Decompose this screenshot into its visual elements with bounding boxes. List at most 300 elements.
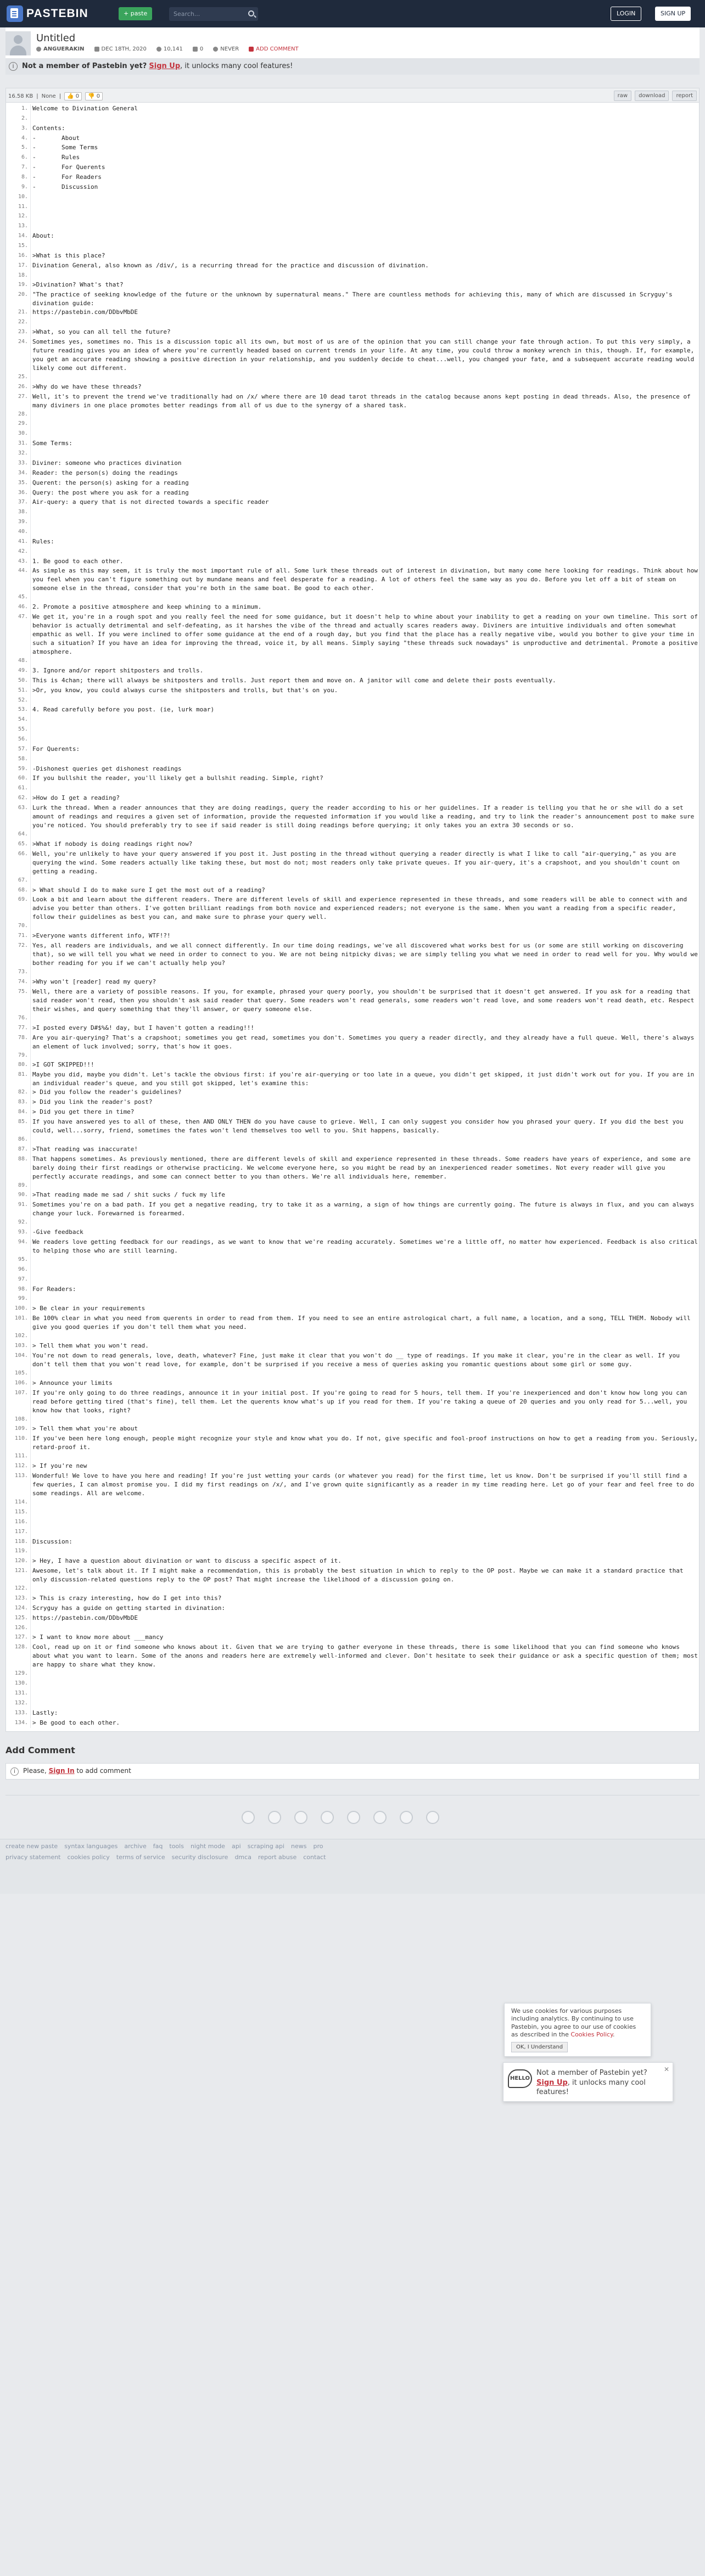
code-line <box>6 676 699 686</box>
code-line <box>6 537 699 547</box>
line-number: 7. <box>21 164 28 171</box>
pastebin-logo-icon <box>7 5 23 22</box>
code-line <box>6 280 699 290</box>
line-text: Reader: the person(s) doing the readings <box>32 469 178 476</box>
code-line <box>6 1369 699 1379</box>
line-number: 61. <box>18 785 28 792</box>
code-line <box>6 104 699 114</box>
code-line <box>6 745 699 755</box>
footer-link[interactable]: scraping api <box>247 1843 285 1850</box>
line-text: > Announce your limits <box>32 1379 113 1387</box>
line-number: 62. <box>18 795 28 801</box>
line-number: 17. <box>18 262 28 268</box>
login-button[interactable]: LOGIN <box>611 7 641 21</box>
code-line <box>6 978 699 987</box>
line-number: 40. <box>18 528 28 535</box>
line-number: 125. <box>14 1614 28 1621</box>
opera-icon[interactable] <box>400 1811 413 1824</box>
line-number: 115. <box>14 1508 28 1515</box>
line-number: 41. <box>18 538 28 545</box>
line-number: 33. <box>18 459 28 466</box>
code-line <box>6 1594 699 1604</box>
line-number: 25. <box>18 373 28 380</box>
code-line <box>6 1679 699 1689</box>
line-number: 37. <box>18 499 28 506</box>
line-number: 5. <box>21 144 28 151</box>
code-line <box>6 1181 699 1191</box>
line-number: 16. <box>18 252 28 259</box>
line-number: 39. <box>18 519 28 525</box>
code-line <box>6 840 699 850</box>
line-text: 3. Ignore and/or report shitposters and trolls. <box>32 666 204 674</box>
footer-link[interactable]: report abuse <box>258 1854 297 1861</box>
notice-signup-link[interactable]: Sign Up <box>149 61 181 70</box>
code-line <box>6 1669 699 1679</box>
code-line <box>6 1624 699 1634</box>
code-line <box>6 124 699 134</box>
code-line <box>6 1024 699 1034</box>
separator: | <box>59 93 61 99</box>
code-line <box>6 1508 699 1518</box>
code-line <box>6 1614 699 1624</box>
footer-link[interactable]: dmca <box>234 1854 251 1861</box>
line-text: - About <box>32 134 80 142</box>
download-button[interactable]: download <box>635 91 669 101</box>
line-text: If you have answered yes to all of these, then AND ONLY THEN do you have cause to grieve. Well, I can only suggest you consider how you phrased your query. If you did the best you could, well...sorry, friend, sometimes the fates won't lend themselves too well to you. Shit happens, basically. <box>32 1118 684 1134</box>
code-line <box>6 392 699 410</box>
code-line <box>6 557 699 567</box>
paste-meta <box>36 46 299 53</box>
line-number: 80. <box>18 1062 28 1068</box>
line-text: Lurk the thread. When a reader announces that they are doing readings, query the reader according to his or her guidelines. If a reader is telling you that he or she will do a set amount of readings and requires a given set of information, provide the requested information if you would like a reading, and try to link the reader's announcement post to make sure you're noticed. You should preferably try to see if said reader is still doing readings before querying; it only takes you an extra 30 seconds or so. <box>32 804 695 829</box>
code-line <box>6 1424 699 1434</box>
footer-link[interactable]: security disclosure <box>171 1854 228 1861</box>
code-line <box>6 410 699 420</box>
code-line <box>6 1528 699 1537</box>
line-number: 87. <box>18 1146 28 1152</box>
line-number: 6. <box>21 154 28 161</box>
line-number: 47. <box>18 614 28 620</box>
code-line <box>6 1351 699 1369</box>
line-number: 49. <box>18 667 28 674</box>
code-line <box>6 1108 699 1118</box>
separator: | <box>36 93 38 99</box>
code-line <box>6 489 699 498</box>
code-line <box>6 931 699 941</box>
line-text: > Did you follow the reader's guidelines? <box>32 1088 182 1096</box>
code-line <box>6 1498 699 1508</box>
line-text: >That reading was inaccurate! <box>32 1145 138 1153</box>
code-line <box>6 1294 699 1304</box>
code-line <box>6 1314 699 1332</box>
line-number: 89. <box>18 1182 28 1188</box>
code-line <box>6 1518 699 1528</box>
main-content <box>5 27 700 1839</box>
line-text: > This is crazy interesting, how do I get into this? <box>32 1594 222 1602</box>
line-number: 107. <box>14 1389 28 1396</box>
code-line <box>6 134 699 144</box>
code-line <box>6 566 699 593</box>
line-text: Welcome to Divination General <box>32 105 138 112</box>
line-number: 26. <box>18 383 28 390</box>
search-input[interactable] <box>169 7 240 21</box>
add-comment-icon <box>249 47 254 52</box>
line-text: - For Querents <box>32 164 105 171</box>
line-text: Sometimes yes, sometimes no. This is a discussion topic all its own, but most of us are of the opinion that you can still change your fate through action. To put this very simply, a future reading gives you an idea of where you're currently headed based on current trends in your life. At any time, you could throw a monkey wrench in this, though. If, for example, you get an accurate reading showing a positive direction in your relationship, and you suddenly decide to cheat...well, you changed your fate, and a subsequent accurate reading would likely come out different. <box>32 338 695 372</box>
line-text: >Divination? What's that? <box>32 281 124 289</box>
line-text: > What should I do to make sure I get the most out of a reading? <box>32 886 265 894</box>
line-number: 67. <box>18 877 28 883</box>
code-line <box>6 830 699 840</box>
member-notice <box>5 58 700 75</box>
code-line <box>6 1379 699 1389</box>
line-number: 55. <box>18 726 28 733</box>
search-box <box>169 7 258 21</box>
footer-link[interactable]: syntax languages <box>64 1843 118 1850</box>
top-bar <box>0 0 705 27</box>
user-icon <box>36 47 41 52</box>
footer-link[interactable]: pro <box>313 1843 323 1850</box>
line-number: 75. <box>18 988 28 995</box>
code-line <box>6 1332 699 1342</box>
chrome-icon[interactable] <box>294 1811 307 1824</box>
info-icon: i <box>10 1767 19 1776</box>
calendar-icon <box>94 47 99 52</box>
code-line <box>6 459 699 469</box>
code-line <box>6 222 699 232</box>
line-number: 124. <box>14 1604 28 1611</box>
line-text: Well, it's to prevent the trend we've traditionally had on /x/ where there are 10 dead tarot threads in the catalog because anons kept posting in dead threads. Also, the presence of many diviners in one place promotes better readings from all of us due to the synergy of a shared task. <box>32 392 691 409</box>
line-text: > Tell them what you're about <box>32 1425 138 1433</box>
line-text: 2. Promote a positive atmosphere and keep whining to a minimum. <box>32 603 262 611</box>
line-number: 58. <box>18 755 28 762</box>
code-line <box>6 886 699 896</box>
promo-signup-link[interactable]: Sign Up <box>536 2078 568 2087</box>
edge-icon[interactable] <box>347 1811 360 1824</box>
code-line <box>6 1275 699 1285</box>
paste-code <box>5 102 700 1732</box>
line-number: 93. <box>18 1229 28 1236</box>
code-line <box>6 114 699 124</box>
code-line <box>6 383 699 392</box>
line-number: 35. <box>18 479 28 486</box>
line-number: 105. <box>14 1370 28 1376</box>
code-line <box>6 1547 699 1557</box>
line-text: Sometimes you're on a bad path. If you get a negative reading, try to take it as a warning, a sign of how things are currently going. The future is always in flux, and you can always change your luck. Forewarned is forearmed. <box>32 1201 695 1217</box>
line-number: 116. <box>14 1518 28 1525</box>
code-line <box>6 765 699 775</box>
notice-tail: , it unlocks many cool features! <box>180 61 293 70</box>
report-button[interactable]: report <box>672 91 697 101</box>
line-text: Are you air-querying? That's a crapshoot; sometimes you get read, sometimes you don't. Sometimes you query a reader directly, and they already have a full queue. Well, there's always an element of luck involved; sorry, that's how it goes. <box>32 1034 695 1050</box>
line-text: Scryguy has a guide on getting started in divination: <box>32 1604 225 1612</box>
line-number: 94. <box>18 1239 28 1245</box>
line-number: 21. <box>18 309 28 316</box>
line-number: 18. <box>18 272 28 278</box>
code-line <box>6 850 699 876</box>
footer-link[interactable]: terms of service <box>116 1854 165 1861</box>
line-number: 127. <box>14 1634 28 1641</box>
line-number: 85. <box>18 1118 28 1125</box>
line-text: >How do I get a reading? <box>32 794 120 802</box>
line-number: 27. <box>18 393 28 400</box>
line-number: 51. <box>18 687 28 693</box>
line-number: 117. <box>14 1528 28 1535</box>
line-text: For Readers: <box>32 1285 76 1293</box>
eye-icon <box>156 47 161 52</box>
line-text: If you've been here long enough, people might recognize your style and know what you do. If not, give specific and fool-proof instructions on how to get a reading from you. Seriously, retard-proof it. <box>32 1435 698 1451</box>
line-text: This is 4chan; there will always be shitposters and trolls. Just report them and move on. A janitor will come and delete their posts eventually. <box>32 676 556 684</box>
line-text: Well, there are a variety of possible reasons. If you, for example, phrased your query poorly, you shouldn't be surprised that it doesn't get answered. If you ask for a reading that said reader won't read, then you shouldn't ask said reader that query. Some readers won't read generals, some readers won't read love, and some readers won't read death, etc. Respect their wishes, and query something that they'll answer, or query someone else. <box>32 987 695 1013</box>
line-number: 12. <box>18 213 28 220</box>
code-line <box>6 895 699 922</box>
close-icon[interactable]: ✕ <box>663 2066 669 2073</box>
code-line <box>6 163 699 173</box>
line-number: 90. <box>18 1192 28 1198</box>
code-line <box>6 1228 699 1238</box>
line-text: >That reading made me sad / shit sucks / fuck my life <box>32 1191 225 1199</box>
footer-links <box>0 1839 705 1894</box>
line-number: 82. <box>18 1089 28 1096</box>
line-number: 50. <box>18 677 28 683</box>
code-line <box>6 1709 699 1719</box>
code-line <box>6 1689 699 1699</box>
line-number: 92. <box>18 1219 28 1226</box>
line-number: 15. <box>18 243 28 249</box>
code-line <box>6 508 699 518</box>
line-text: >What if nobody is doing readings right now? <box>32 840 193 848</box>
code-line <box>6 774 699 784</box>
code-line <box>6 419 699 429</box>
raw-button[interactable]: raw <box>614 91 631 101</box>
line-text: > Be good to each other. <box>32 1719 120 1726</box>
code-line <box>6 804 699 830</box>
line-number: 20. <box>18 291 28 298</box>
line-number: 45. <box>18 594 28 600</box>
line-number: 84. <box>18 1109 28 1115</box>
author[interactable]: ANGUERAKIN <box>36 46 85 53</box>
line-number: 66. <box>18 850 28 857</box>
code-line <box>6 1098 699 1108</box>
logo[interactable] <box>7 5 88 22</box>
line-number: 44. <box>18 568 28 574</box>
line-number: 29. <box>18 420 28 427</box>
line-number: 119. <box>14 1548 28 1554</box>
code-line <box>6 173 699 183</box>
line-number: 28. <box>18 411 28 417</box>
code-line <box>6 153 699 163</box>
line-text: - Some Terms <box>32 144 98 151</box>
line-number: 56. <box>18 736 28 742</box>
line-text: Querent: the person(s) asking for a reading <box>32 479 189 486</box>
add-comment-link[interactable]: ADD COMMENT <box>249 46 298 53</box>
line-number: 74. <box>18 979 28 985</box>
line-number: 77. <box>18 1024 28 1031</box>
code-line <box>6 1643 699 1669</box>
apple-icon[interactable] <box>426 1811 439 1824</box>
cookie-ok-button[interactable]: OK, I Understand <box>511 2042 568 2052</box>
dislike-button[interactable]: 👎 0 <box>85 92 103 100</box>
code-line <box>6 784 699 794</box>
code-line <box>6 1537 699 1547</box>
line-number: 99. <box>18 1295 28 1302</box>
code-line <box>6 479 699 489</box>
line-text: Cool, read up on it or find someone who knows about it. Given that we are trying to gather everyone in these threads, there is some likelihood that you can find someone who knows about what you want to learn. Some of the anons and readers here are extremely well-informed and clever. Don't hesitate to seek their guidance or ask a specific question of them; most are happy to share what they know. <box>32 1643 698 1669</box>
line-text: https://pastebin.com/DDbvMbDE <box>32 308 138 316</box>
line-text: Some Terms: <box>32 440 72 447</box>
footer-link[interactable]: night mode <box>190 1843 225 1850</box>
sign-in-link[interactable]: Sign In <box>48 1767 75 1775</box>
line-number: 38. <box>18 509 28 515</box>
code-line <box>6 261 699 271</box>
code-line <box>6 696 699 706</box>
info-icon: i <box>9 62 18 71</box>
line-number: 53. <box>18 706 28 713</box>
line-text: About: <box>32 232 54 240</box>
comments-count: 0 <box>193 46 203 53</box>
line-number: 69. <box>18 896 28 903</box>
code-line <box>6 338 699 373</box>
line-number: 71. <box>18 933 28 939</box>
line-number: 68. <box>18 886 28 893</box>
code-line <box>6 593 699 603</box>
footer-link[interactable]: cookies policy <box>67 1854 110 1861</box>
cookie-banner: We use cookies for various purposes including analytics. By continuing to use Pastebin, you agree to our use of cookies as described in the Cookies Policy. OK, I Understand <box>504 2003 651 2057</box>
code-line <box>6 1342 699 1351</box>
code-line <box>6 1304 699 1314</box>
line-number: 14. <box>18 233 28 239</box>
code-line <box>6 1238 699 1255</box>
code-line <box>6 212 699 222</box>
line-text: >Why won't [reader] read my query? <box>32 978 156 985</box>
footer-apps <box>5 1795 700 1839</box>
code-line <box>6 987 699 1014</box>
promo-tail: , it unlocks many cool features! <box>536 2078 646 2097</box>
line-number: 24. <box>18 338 28 345</box>
code-line <box>6 1060 699 1070</box>
line-number: 54. <box>18 716 28 723</box>
code-line <box>6 1118 699 1135</box>
line-number: 123. <box>14 1595 28 1601</box>
line-text: As simple as this may seem, it is truly the most important rule of all. Some lurk these threads out of interest in divination, but many come here looking for readings. Think about how you feel when you can't figure something out by mundane means and feel desperate for a reading. A lot of others feel the same way as you do. Before you let off a bit of steam on someone else in the thread, consider that you're both in the same boat. Be good to each other. <box>32 567 698 592</box>
line-number: 97. <box>18 1276 28 1282</box>
code-line <box>6 603 699 613</box>
code-line <box>6 1567 699 1584</box>
code-line <box>6 1633 699 1643</box>
line-number: 65. <box>18 840 28 847</box>
line-text: Contents: <box>32 124 65 132</box>
code-line <box>6 1389 699 1415</box>
new-paste-button[interactable]: + paste <box>119 7 152 20</box>
line-number: 130. <box>14 1680 28 1687</box>
code-line <box>6 1255 699 1265</box>
line-number: 43. <box>18 558 28 564</box>
code-line <box>6 271 699 281</box>
line-number: 64. <box>18 830 28 837</box>
code-line <box>6 1434 699 1452</box>
android-app-icon[interactable] <box>242 1811 255 1824</box>
code-line <box>6 1462 699 1472</box>
line-text: If you bullshit the reader, you'll likely get a bullshit reading. Simple, right? <box>32 775 323 782</box>
line-number: 98. <box>18 1286 28 1292</box>
line-number: 10. <box>18 193 28 200</box>
line-text: Lastly: <box>32 1709 58 1716</box>
line-text: > Did you get there in time? <box>32 1108 135 1116</box>
footer-link[interactable]: api <box>231 1843 241 1850</box>
line-text: Awesome, let's talk about it. If I might make a recommendation, this is probably the best situation in which to reply to the OP post. Maybe we can make it a standard practice that only discussion-related questions reply to the OP post? That might increase the likelihood of a discussion going on. <box>32 1567 684 1584</box>
promo-lead: Not a member of Pastebin yet? <box>536 2069 647 2077</box>
line-number: 122. <box>14 1585 28 1592</box>
footer-link[interactable]: contact <box>303 1854 326 1861</box>
line-text: > Be clear in your requirements <box>32 1305 146 1312</box>
code-line <box>6 1088 699 1098</box>
windows-icon[interactable] <box>321 1811 334 1824</box>
code-line <box>6 613 699 656</box>
expires: NEVER <box>213 46 239 53</box>
code-line <box>6 318 699 328</box>
safari-icon[interactable] <box>373 1811 387 1824</box>
paste-category[interactable]: None <box>41 93 56 99</box>
code-line <box>6 547 699 557</box>
code-line <box>6 1051 699 1061</box>
line-number: 22. <box>18 319 28 325</box>
code-line <box>6 1200 699 1218</box>
line-number: 81. <box>18 1071 28 1078</box>
code-line <box>6 1699 699 1709</box>
line-number: 134. <box>14 1719 28 1726</box>
line-number: 4. <box>21 134 28 141</box>
line-number: 133. <box>14 1709 28 1716</box>
line-text: Discussion: <box>32 1537 72 1545</box>
code-line <box>6 498 699 508</box>
comment-icon <box>193 47 198 52</box>
like-button[interactable]: 👍 0 <box>64 92 82 100</box>
line-text: 4. Read carefully before you post. (ie, lurk moar) <box>32 706 215 714</box>
line-number: 32. <box>18 450 28 457</box>
footer-link[interactable]: privacy statement <box>5 1854 61 1861</box>
line-text: - For Readers <box>32 173 102 181</box>
line-number: 57. <box>18 745 28 752</box>
line-number: 118. <box>14 1538 28 1545</box>
code-line <box>6 251 699 261</box>
code-line <box>6 1135 699 1145</box>
avatar[interactable] <box>5 31 31 55</box>
line-number: 108. <box>14 1416 28 1422</box>
code-line <box>6 1191 699 1200</box>
search-icon[interactable] <box>248 10 254 16</box>
line-text: -Dishonest queries get dishonest readings <box>32 765 182 772</box>
line-number: 103. <box>14 1343 28 1349</box>
line-number: 128. <box>14 1644 28 1651</box>
cookies-policy-link[interactable]: Cookies Policy <box>570 2030 613 2038</box>
line-text: For Querents: <box>32 745 80 753</box>
footer-link[interactable]: faq <box>153 1843 163 1850</box>
line-number: 114. <box>14 1499 28 1506</box>
code-line <box>6 968 699 978</box>
line-text: Diviner: someone who practices divination <box>32 459 182 467</box>
footer-link[interactable]: create new paste <box>5 1843 58 1850</box>
footer-link[interactable]: tools <box>169 1843 184 1850</box>
footer-link[interactable]: news <box>291 1843 307 1850</box>
line-number: 91. <box>18 1202 28 1208</box>
firefox-icon[interactable] <box>268 1811 281 1824</box>
line-text: >What, so you can all tell the future? <box>32 328 171 336</box>
paste-toolbar <box>5 88 700 102</box>
footer-link[interactable]: archive <box>124 1843 147 1850</box>
code-line <box>6 705 699 715</box>
add-comment-section <box>5 1745 700 1780</box>
signup-button[interactable]: SIGN UP <box>655 7 691 21</box>
